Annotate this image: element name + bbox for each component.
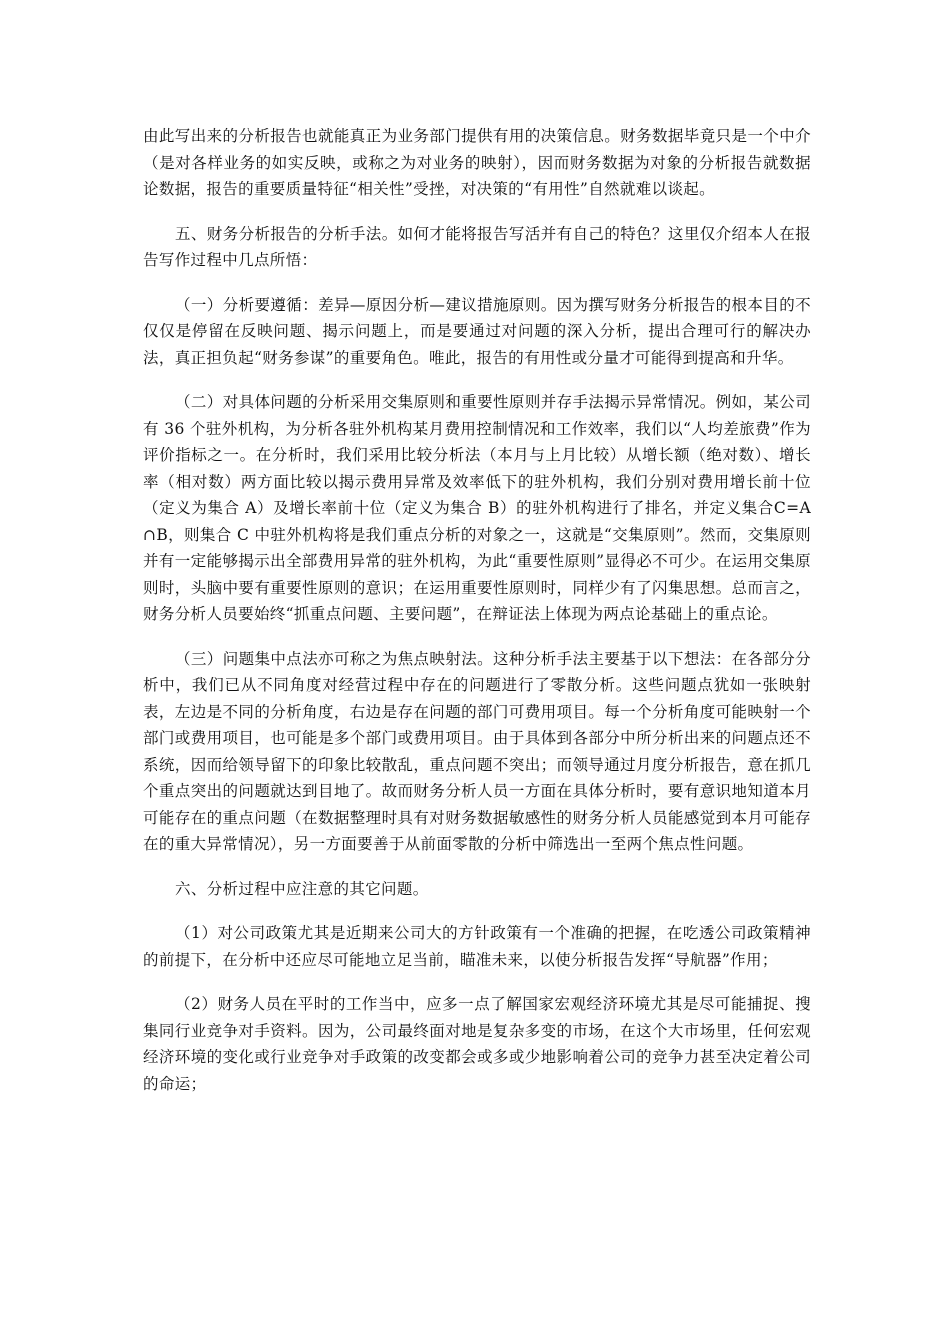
paragraph-point-one: （一）分析要遵循：差异—原因分析—建议措施原则。因为撰写财务分析报告的根本目的不仅仅是停留在反映问题、揭示问题上，而是要通过对问题的深入分析，提出合理可行的解决办法，真正担负起“财务参谋”的重要角色。唯此，报告的有用性或分量才可能得到提高和升华。	[143, 295, 811, 367]
paragraph-item-1: （1）对公司政策尤其是近期来公司大的方针政策有一个准确的把握，在吃透公司政策精神的前提下，在分析中还应尽可能地立足当前，瞄准未来，以使分析报告发挥“导航器”作用；	[143, 924, 811, 969]
paragraph-item-2: （2）财务人员在平时的工作当中，应多一点了解国家宏观经济环境尤其是尽可能捕捉、搜集同行业竞争对手资料。因为，公司最终面对地是复杂多变的市场，在这个大市场里，任何宏观经济环境的变化或行业竞争对手政策的改变都会或多或少地影响着公司的竞争力甚至决定着公司的命运；	[143, 995, 811, 1093]
section-five-heading-paragraph: 五、财务分析报告的分析手法。如何才能将报告写活并有自己的特色？这里仅介绍本人在报告写作过程中几点所悟：	[143, 224, 811, 269]
paragraph-point-three: （三）问题集中点法亦可称之为焦点映射法。这种分析手法主要基于以下想法：在各部分分析中，我们已从不同角度对经营过程中存在的问题进行了零散分析。这些问题点犹如一张映射表，左边是不同的分析角度，右边是存在问题的部门可费用项目。每一个分析角度可能映射一个部门或费用项目，也可能是多个部门或费用项目。由于具体到各部分中所分析出来的问题点还不系统，因而给领导留下的印象比较散乱，重点问题不突出；而领导通过月度分析报告，意在抓几个重点突出的问题就达到目地了。故而财务分析人员一方面在具体分析时，要有意识地知道本月可能存在的重点问题（在数据整理时具有对财务数据敏感性的财务分析人员能感觉到本月可能存在的重大异常情况），另一方面要善于从前面零散的分析中筛选出一至两个焦点性问题。	[143, 649, 811, 853]
document-body	[143, 123, 811, 1115]
paragraph-continuation: 由此写出来的分析报告也就能真正为业务部门提供有用的决策信息。财务数据毕竟只是一个中介（是对各样业务的如实反映，或称之为对业务的映射），因而财务数据为对象的分析报告就数据论数据，报告的重要质量特征“相关性”受挫，对决策的“有用性”自然就难以谈起。	[143, 127, 811, 198]
paragraph-point-two: （二）对具体问题的分析采用交集原则和重要性原则并存手法揭示异常情况。例如，某公司有 36 个驻外机构，为分析各驻外机构某月费用控制情况和工作效率，我们以“人均差旅费”作为评价指标之一。在分析时，我们采用比较分析法（本月与上月比较）从增长额（绝对数）、增长率（相对数）两方面比较以揭示费用异常及效率低下的驻外机构，我们分别对费用增长前十位（定义为集合 A）及增长率前十位（定义为集合 B）的驻外机构进行了排名，并定义集合C=A∩B，则集合 C 中驻外机构将是我们重点分析的对象之一，这就是“交集原则”。然而，交集原则并有一定能够揭示出全部费用异常的驻外机构，为此“重要性原则”显得必不可少。在运用交集原则时，头脑中要有重要性原则的意识；在运用重要性原则时，同样少有了闪集思想。总而言之，财务分析人员要始终“抓重点问题、主要问题”，在辩证法上体现为两点论基础上的重点论。	[143, 393, 811, 623]
section-six-heading-paragraph: 六、分析过程中应注意的其它问题。	[175, 879, 429, 898]
